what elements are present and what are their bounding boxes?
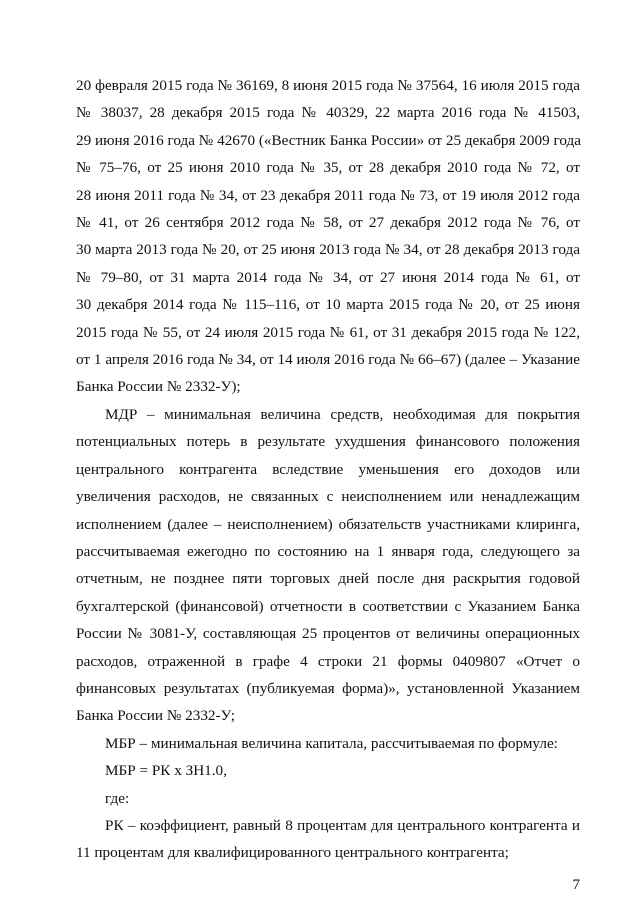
text-line: от 1 апреля 2016 года № 34, от 14 июля 2016 года № 66–67) (далее – Указание	[76, 351, 580, 369]
text-line: № 75–76, от 25 июня 2010 года № 35, от 28 декабря 2010 года № 72, от	[76, 159, 580, 177]
text-line: № 41, от 26 сентября 2012 года № 58, от 27 декабря 2012 года № 76, от	[76, 214, 580, 232]
paragraph-legal-references	[76, 72, 580, 401]
text-line: 29 июня 2016 года № 42670 («Вестник Банка России» от 25 декабря 2009 года	[76, 131, 581, 149]
text-line: 30 декабря 2014 года № 115–116, от 10 марта 2015 года № 20, от 25 июня	[76, 296, 580, 314]
text-line: отчетным, не позднее пяти торговых дней после дня раскрытия годовой	[76, 570, 580, 588]
text-line: потенциальных потерь в результате ухудшения финансового положения	[76, 433, 580, 451]
formula-line: МБР = РК x ЗН1.0,	[105, 762, 227, 780]
text-line: МДР – минимальная величина средств, необходимая для покрытия	[105, 405, 580, 423]
paragraph-mbr-definition	[76, 730, 580, 757]
text-line: России № 3081-У, составляющая 25 процентов от величины операционных	[76, 625, 580, 643]
paragraph-rk-definition	[76, 812, 580, 867]
text-line: № 79–80, от 31 марта 2014 года № 34, от 27 июня 2014 года № 61, от	[76, 268, 580, 286]
paragraph-formula	[76, 757, 580, 784]
text-line: 30 марта 2013 года № 20, от 25 июня 2013 года № 34, от 28 декабря 2013 года	[76, 241, 580, 259]
text-line: МБР – минимальная величина капитала, рассчитываемая по формуле:	[105, 734, 558, 752]
text-line: 2015 года № 55, от 24 июля 2015 года № 61, от 31 декабря 2015 года № 122,	[76, 323, 580, 341]
text-line: исполнением (далее – неисполнением) обязательств участниками клиринга,	[76, 515, 580, 533]
page-number: 7	[572, 877, 580, 893]
text-line: 11 процентам для квалифицированного центрального контрагента;	[76, 844, 509, 862]
text-line: Банка России № 2332-У;	[76, 707, 235, 725]
text-line: увеличения расходов, не связанных с неисполнением или ненадлежащим	[76, 488, 580, 506]
text-line: бухгалтерской (финансовой) отчетности в соответствии с Указанием Банка	[76, 597, 580, 615]
document-body	[76, 72, 580, 867]
text-line: расходов, отраженной в графе 4 строки 21 формы 0409807 «Отчет о	[76, 652, 580, 670]
text-line: центрального контрагента вследствие уменьшения его доходов или	[76, 460, 580, 478]
text-line: Банка России № 2332-У);	[76, 378, 241, 396]
text-line: РК – коэффициент, равный 8 процентам для центрального контрагента и	[105, 816, 580, 834]
text-line: 20 февраля 2015 года № 36169, 8 июня 2015 года № 37564, 16 июля 2015 года	[76, 77, 580, 94]
paragraph-where	[76, 785, 580, 812]
text-line: 28 июня 2011 года № 34, от 23 декабря 2011 года № 73, от 19 июля 2012 года	[76, 186, 580, 204]
paragraph-mdr-definition	[76, 401, 580, 730]
text-line: где:	[105, 789, 130, 807]
text-line: финансовых результатах (публикуемая форма)», установленной Указанием	[76, 679, 580, 697]
text-line: № 38037, 28 декабря 2015 года № 40329, 22 марта 2016 года № 41503,	[76, 104, 580, 122]
text-line: рассчитываемая ежегодно по состоянию на 1 января года, следующего за	[76, 542, 580, 560]
